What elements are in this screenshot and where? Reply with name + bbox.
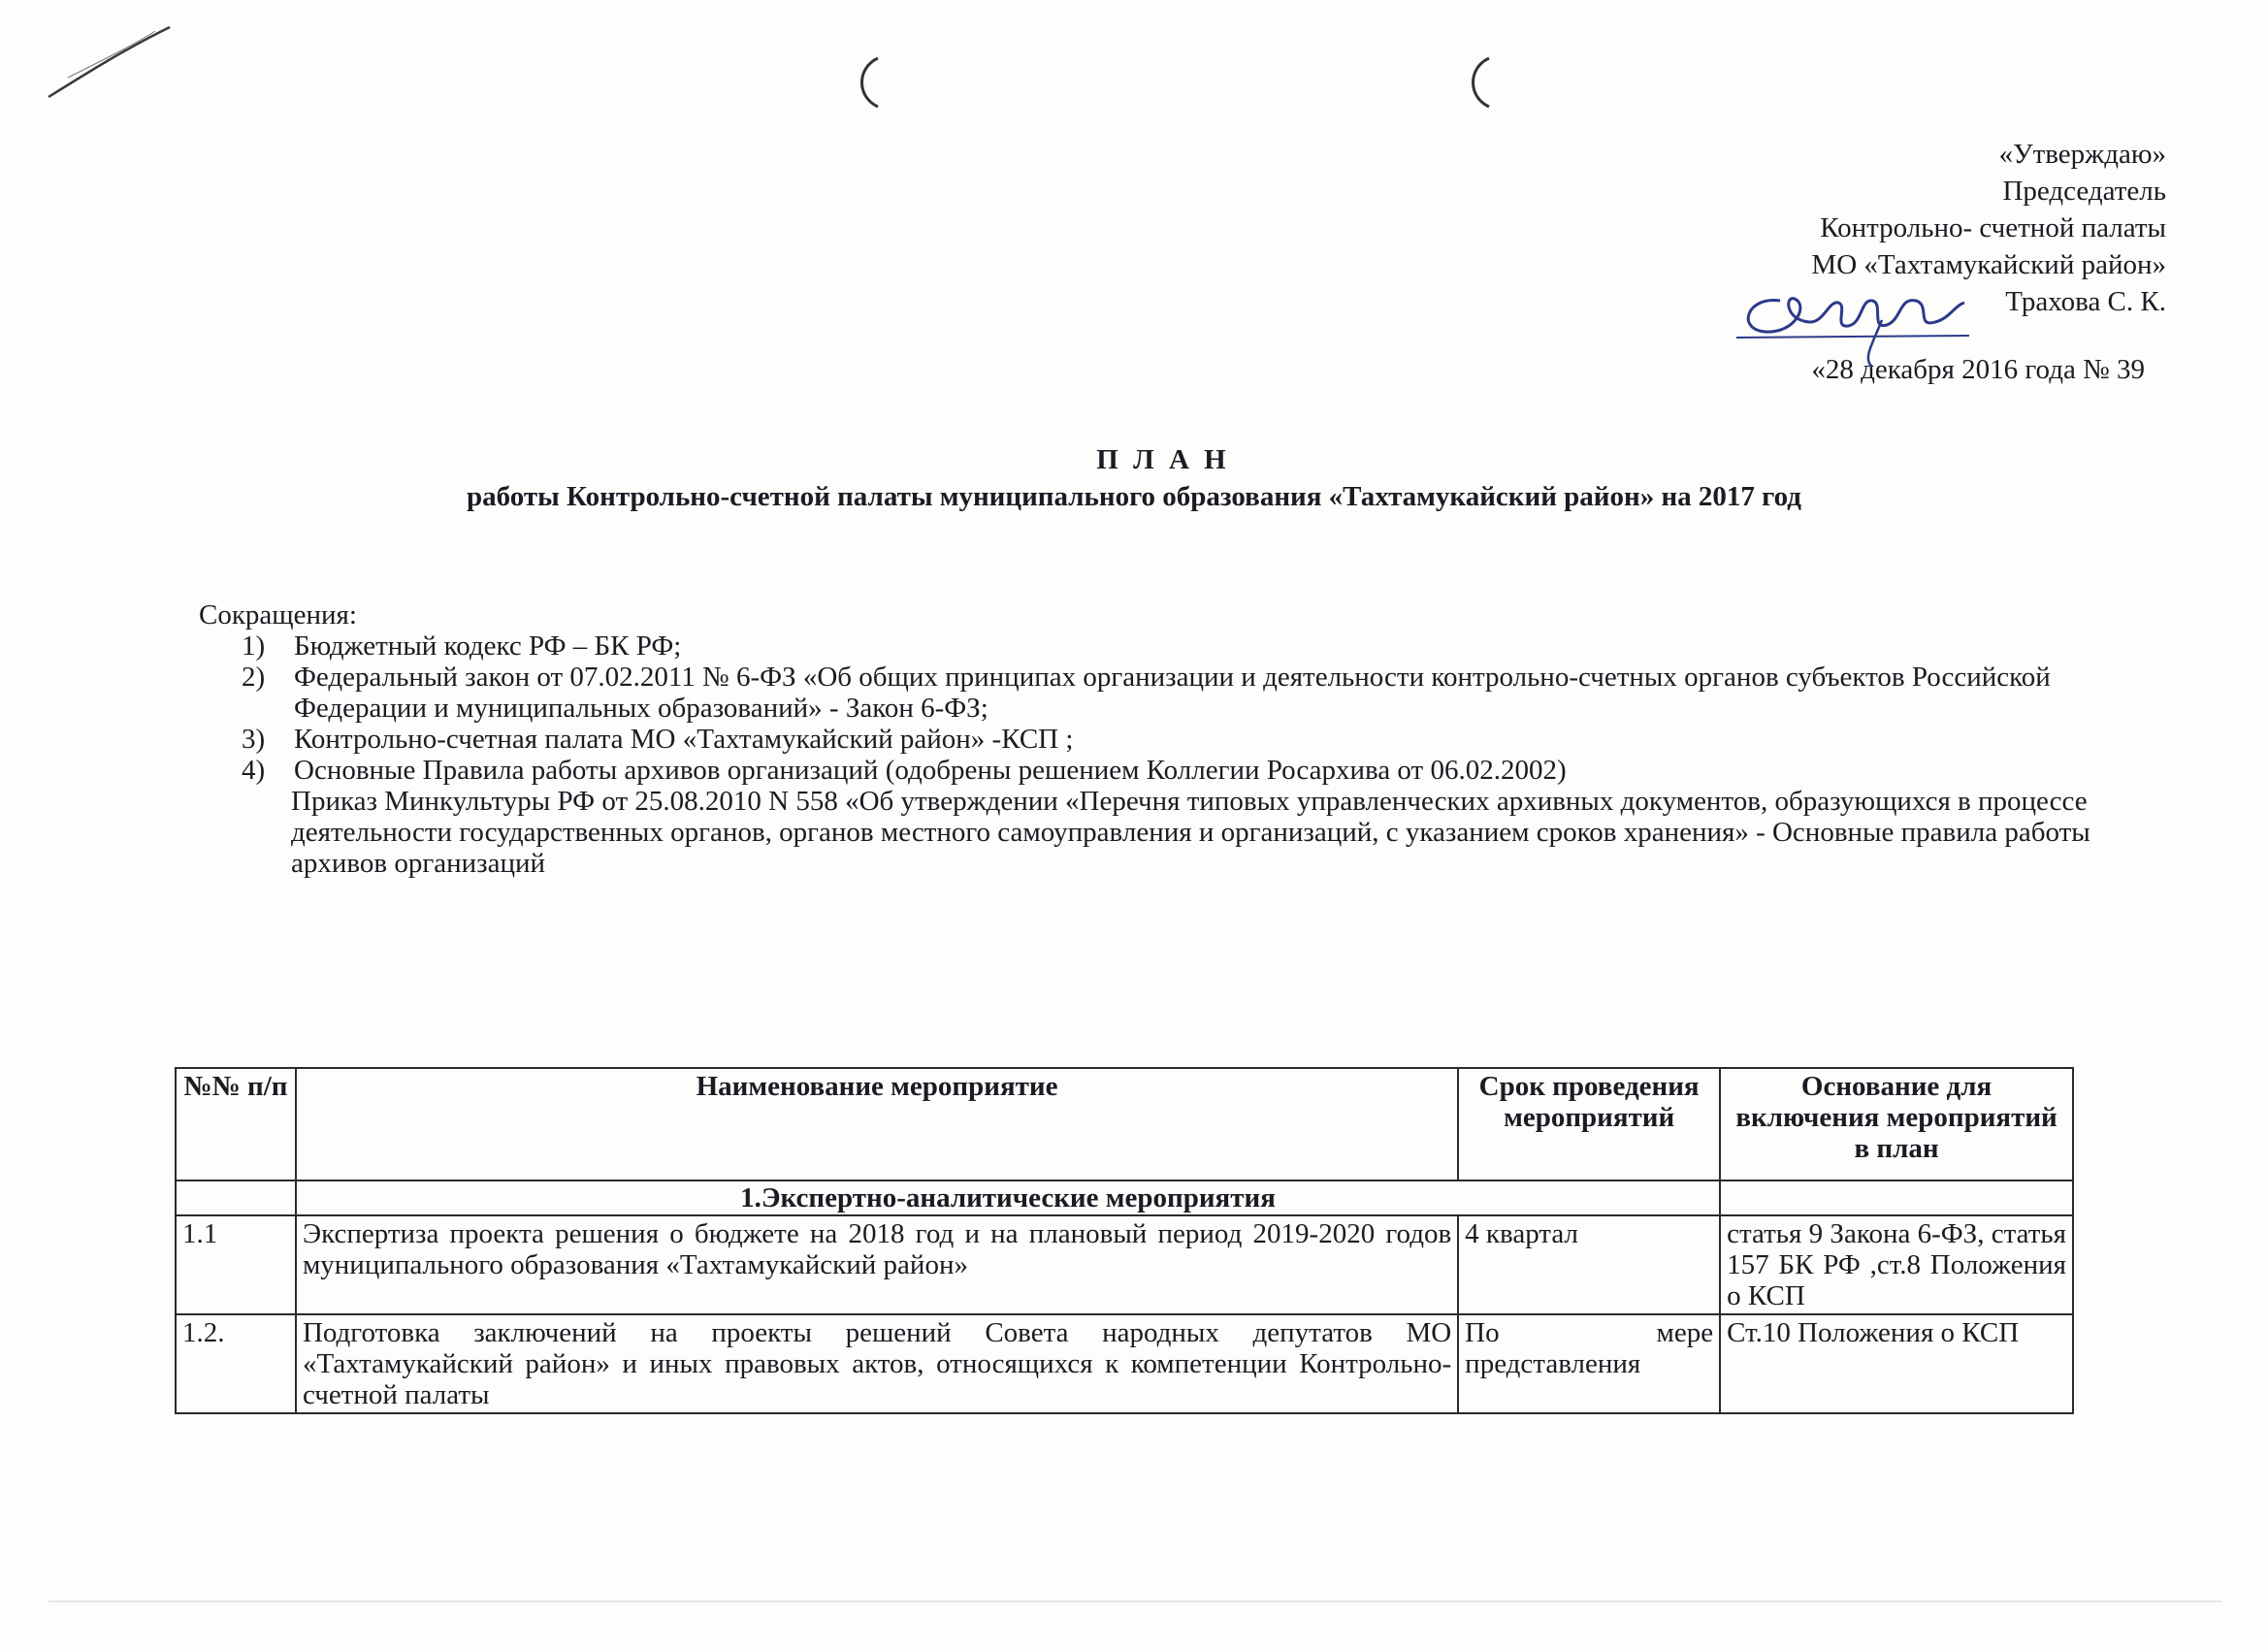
abbreviation-text: Основные Правила работы архивов организаций (одобрены решением Коллегии Росархива от 06.02.2002) bbox=[294, 755, 1567, 786]
row-number: 1.1 bbox=[176, 1215, 296, 1314]
abbreviations-section bbox=[199, 599, 2187, 879]
section-row bbox=[176, 1180, 2073, 1215]
row-basis: Ст.10 Положения о КСП bbox=[1720, 1314, 2073, 1413]
plan-table bbox=[175, 1067, 2074, 1414]
table-row bbox=[176, 1215, 2073, 1314]
abbreviation-text: Бюджетный кодекс РФ – БК РФ; bbox=[294, 630, 682, 662]
abbreviation-item bbox=[199, 630, 2187, 662]
plan-title-subtitle: работы Контрольно-счетной палаты муниципального образования «Тахтамукайский район» на 2017 год bbox=[467, 481, 1801, 512]
approval-position: Председатель bbox=[2002, 176, 2166, 207]
row-name: Экспертиза проекта решения о бюджете на 2018 год и на плановый период 2019-2020 годов муниципального образования «Тахтамукайский район» bbox=[296, 1215, 1458, 1314]
abbreviation-number: 2) bbox=[242, 662, 266, 693]
plan-title bbox=[0, 441, 2268, 515]
abbreviation-text: Контрольно-счетная палата МО «Тахтамукайский район» -КСП ; bbox=[294, 724, 1074, 755]
table-row bbox=[176, 1314, 2073, 1413]
abbreviation-item bbox=[199, 724, 2187, 755]
section-title: 1.Экспертно-аналитические мероприятия bbox=[296, 1180, 1720, 1215]
row-name: Подготовка заключений на проекты решений Совета народных депутатов МО «Тахтамукайский район» и иных правовых актов, относящихся к компетенции Контрольно-счетной палаты bbox=[296, 1314, 1458, 1413]
plan-title-heading: П Л А Н bbox=[1096, 444, 1230, 475]
approval-date: «28 декабря 2016 года № 39 bbox=[1811, 354, 2145, 385]
header-basis: Основание для включения мероприятий в план bbox=[1720, 1068, 2073, 1180]
abbreviations-list bbox=[199, 630, 2187, 786]
abbreviation-continuation: Приказ Минкультуры РФ от 25.08.2010 N 558 «Об утверждении «Перечня типовых управленческих архивных документов, образующихся в процессе деятельности государственных органов, органов местного самоуправления и организаций, с указанием сроков хранения» - Основные правила работы архивов организаций bbox=[291, 786, 2090, 879]
row-number: 1.2. bbox=[176, 1314, 296, 1413]
abbreviations-heading: Сокращения: bbox=[199, 599, 357, 630]
abbreviation-item bbox=[199, 662, 2187, 724]
scan-edge-line bbox=[49, 1600, 2221, 1602]
approval-heading: «Утверждаю» bbox=[1998, 139, 2166, 170]
approval-organization: Контрольно- счетной палаты bbox=[1820, 212, 2166, 243]
header-term: Срок проведения мероприятий bbox=[1458, 1068, 1720, 1180]
abbreviation-number: 1) bbox=[242, 630, 266, 662]
row-term: По мере представления bbox=[1458, 1314, 1720, 1413]
header-name: Наименование мероприятие bbox=[296, 1068, 1458, 1180]
abbreviation-number: 3) bbox=[242, 724, 266, 755]
punch-hole-mark-left bbox=[849, 53, 888, 112]
row-term: 4 квартал bbox=[1458, 1215, 1720, 1314]
approval-signatory: Трахова С. К. bbox=[2005, 286, 2166, 317]
header-number: №№ п/п bbox=[176, 1068, 296, 1180]
table-header-row bbox=[176, 1068, 2073, 1180]
row-basis: статья 9 Закона 6-ФЗ, статья 157 БК РФ ,ст.8 Положения о КСП bbox=[1720, 1215, 2073, 1314]
abbreviation-item bbox=[199, 755, 2187, 786]
section-empty-cell bbox=[1720, 1180, 2073, 1215]
scan-stroke-mark bbox=[39, 19, 184, 107]
handwritten-signature bbox=[1727, 262, 1979, 369]
punch-hole-mark-right bbox=[1460, 53, 1499, 112]
section-empty-cell bbox=[176, 1180, 296, 1215]
abbreviation-number: 4) bbox=[242, 755, 266, 786]
abbreviation-text: Федеральный закон от 07.02.2011 № 6-ФЗ «Об общих принципах организации и деятельности контрольно-счетных органов субъектов Российской Федерации и муниципальных образований» - Закон 6-ФЗ; bbox=[294, 662, 2051, 724]
approval-municipality: МО «Тахтамукайский район» bbox=[1811, 249, 2166, 280]
